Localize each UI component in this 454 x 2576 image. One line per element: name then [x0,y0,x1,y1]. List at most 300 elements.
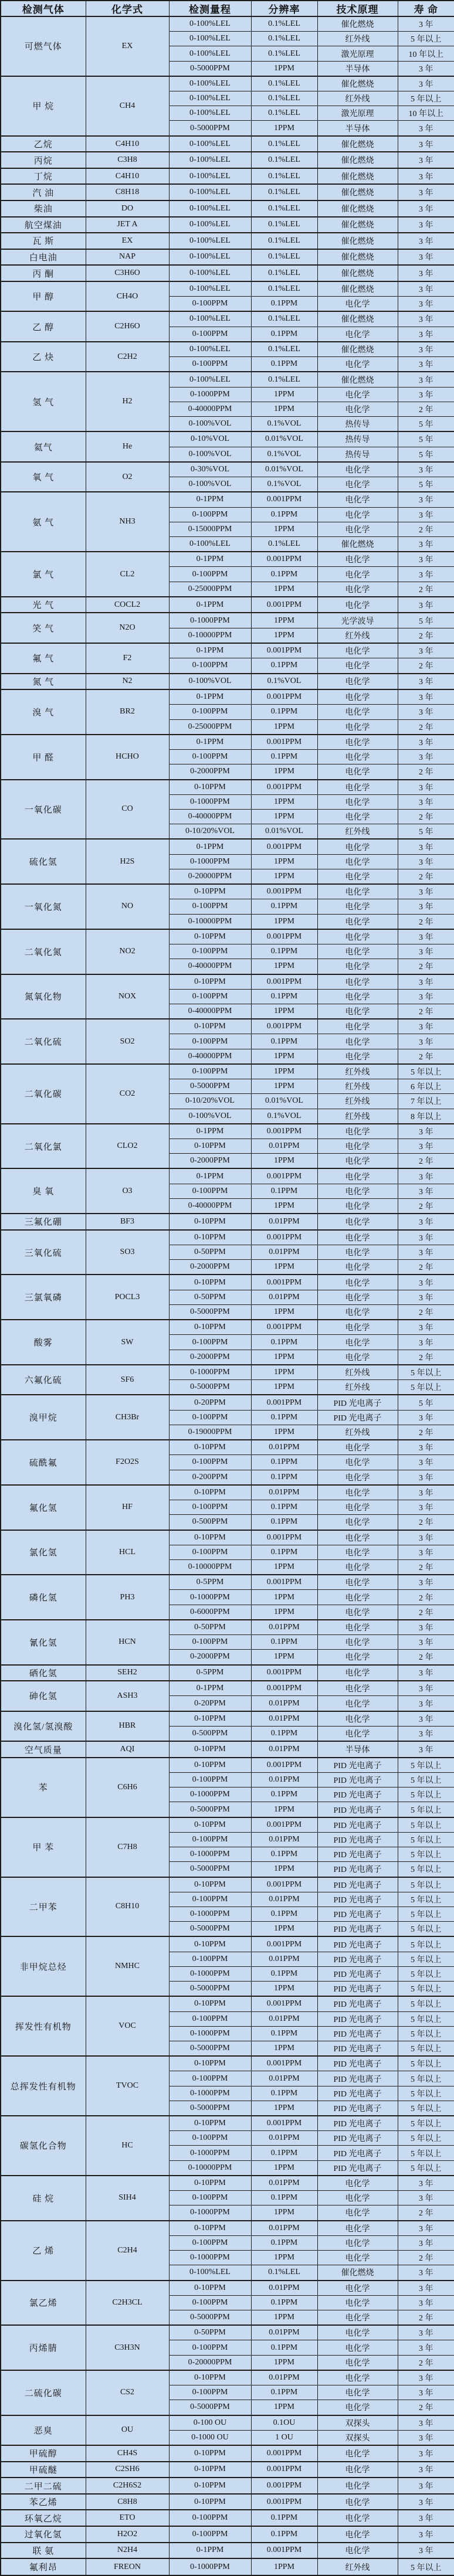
principle-cell: 电化学 [317,477,398,492]
principle-cell: 红外线 [317,824,398,840]
resolution-cell: 0.001PPM [251,1758,317,1773]
principle-cell: 电化学 [317,1198,398,1214]
lifespan-cell: 5 年 [398,417,454,432]
principle-cell: 电化学 [317,689,398,705]
gas-name-cell: 氯乙烯 [1,2281,86,2326]
principle-cell: PID 光电离子 [317,1787,398,1802]
resolution-cell: 1PPM [251,2101,317,2116]
resolution-cell: 0.1%LEL [251,281,317,297]
principle-cell: 电化学 [317,2543,398,2559]
principle-cell: 红外线 [317,32,398,46]
resolution-cell: 1PPM [251,1982,317,1997]
resolution-cell: 1PPM [251,869,317,884]
lifespan-cell: 5 年以上 [398,1936,454,1952]
resolution-cell: 0.001PPM [251,1019,317,1034]
formula-cell: AQI [86,1741,169,1758]
formula-cell: ASH3 [86,1681,169,1711]
resolution-cell: 1PPM [251,1004,317,1019]
resolution-cell: 0.001PPM [251,1124,317,1139]
range-cell: 0-100PPM [169,1335,251,1350]
formula-cell: CL2 [86,552,169,597]
formula-cell: H2 [86,372,169,431]
range-cell: 0-100%LEL [169,2265,251,2281]
resolution-cell: 0.1%LEL [251,76,317,91]
lifespan-cell: 10 年以上 [398,106,454,121]
principle-cell: 电化学 [317,567,398,582]
table-row [1,200,454,217]
resolution-cell: 0.1PPM [251,1335,317,1350]
range-cell: 0-1000PPM [169,2558,251,2575]
resolution-cell: 1PPM [251,1605,317,1620]
lifespan-cell: 5 年以上 [398,2041,454,2056]
resolution-cell: 0.1%LEL [251,91,317,106]
range-cell: 0-10000PPM [169,2160,251,2176]
resolution-cell: 0.1PPM [251,1500,317,1515]
resolution-cell: 0.1%VOL [251,674,317,690]
formula-cell: TVOC [86,2056,169,2116]
range-cell: 0-5000PPM [169,61,251,76]
principle-cell: 电化学 [317,929,398,944]
principle-cell: 电化学 [317,1184,398,1198]
principle-cell: 双探头 [317,2415,398,2431]
range-cell: 0-100PPM [169,1455,251,1470]
resolution-cell: 0.1PPM [251,705,317,719]
resolution-cell: 0.1%LEL [251,32,317,46]
lifespan-cell: 2 年 [398,809,454,824]
gas-name-cell: 二氧化氯 [1,1124,86,1169]
resolution-cell: 0.1PPM [251,1515,317,1530]
lifespan-cell: 3 年 [398,2526,454,2543]
range-cell: 0-5000PPM [169,2310,251,2325]
principle-cell: 电化学 [317,1726,398,1741]
range-cell: 0-1000PPM [169,387,251,402]
resolution-cell: 0.1PPM [251,2510,317,2526]
gas-name-cell: 甲硫醚 [1,2462,86,2478]
table-row [1,643,454,658]
lifespan-cell: 5 年以上 [398,1380,454,1395]
resolution-cell: 0.001PPM [251,2462,317,2478]
principle-cell: 电化学 [317,1590,398,1605]
lifespan-cell: 3 年 [398,974,454,990]
formula-cell: CO [86,780,169,840]
principle-cell: 电化学 [317,492,398,507]
resolution-cell: 1PPM [251,1064,317,1079]
principle-cell: 催化燃烧 [317,342,398,357]
lifespan-cell: 2 年 [398,2251,454,2265]
resolution-cell: 1PPM [251,1049,317,1064]
range-cell: 0-5000PPM [169,1304,251,1320]
principle-cell: 电化学 [317,1004,398,1019]
range-cell: 0-1000PPM [169,2146,251,2160]
range-cell: 0-40000PPM [169,959,251,974]
range-cell: 0-100PPM [169,2340,251,2355]
principle-cell: 电化学 [317,2445,398,2462]
range-cell: 0-100PPM [169,2510,251,2526]
lifespan-cell: 3 年 [398,311,454,327]
principle-cell: 电化学 [317,402,398,416]
gas-name-cell: 砷化氢 [1,1681,86,1711]
range-cell: 0-10PPM [169,1711,251,1727]
resolution-cell: 0.001PPM [251,643,317,658]
gas-name-cell: 溴化氢/氢溴酸 [1,1711,86,1742]
principle-cell: 电化学 [317,944,398,959]
gas-name-cell: 瓦 斯 [1,233,86,249]
principle-cell: 红外线 [317,1425,398,1440]
principle-cell: 电化学 [317,959,398,974]
gas-name-cell: 二氧化氮 [1,929,86,974]
gas-name-cell: 乙 烯 [1,2221,86,2281]
principle-cell: 电化学 [317,2510,398,2526]
lifespan-cell: 3 年 [398,2176,454,2191]
range-cell: 0-1000PPM [169,1590,251,1605]
principle-cell: 电化学 [317,1440,398,1455]
principle-cell: 电化学 [317,2400,398,2415]
lifespan-cell: 3 年 [398,794,454,809]
range-cell: 0-100%LEL [169,168,251,185]
lifespan-cell: 3 年 [398,327,454,342]
table-body [1,16,454,2575]
lifespan-cell: 3 年 [398,2340,454,2355]
gas-name-cell: 磷化氢 [1,1575,86,1620]
resolution-cell: 0.001PPM [251,1320,317,1335]
table-row [1,1996,454,2011]
resolution-cell: 0.1PPM [251,2385,317,2400]
table-row [1,1230,454,1245]
principle-cell: 电化学 [317,1620,398,1635]
range-cell: 0-100PPM [169,357,251,372]
range-cell: 0-20PPM [169,1696,251,1711]
table-row [1,2221,454,2236]
resolution-cell: 0.001PPM [251,1877,317,1892]
principle-cell: PID 光电离子 [317,1982,398,1997]
principle-cell: 电化学 [317,1605,398,1620]
lifespan-cell: 2 年 [398,1049,454,1064]
principle-cell: 电化学 [317,1230,398,1245]
table-row [1,1064,454,1079]
range-cell: 0-10PPM [169,1440,251,1455]
lifespan-cell: 5 年以上 [398,1832,454,1847]
resolution-cell: 1PPM [251,61,317,76]
principle-cell: 热传导 [317,431,398,447]
lifespan-cell: 2 年 [398,1590,454,1605]
gas-name-cell: 溴 气 [1,689,86,735]
principle-cell: 电化学 [317,735,398,750]
resolution-cell: 0.001PPM [251,1575,317,1590]
resolution-cell: 0.1%LEL [251,217,317,233]
principle-cell: 电化学 [317,2370,398,2385]
lifespan-cell: 5 年以上 [398,32,454,46]
resolution-cell: 1PPM [251,1154,317,1169]
principle-cell: 电化学 [317,1049,398,1064]
table-row [1,431,454,447]
formula-cell: C3H3N [86,2325,169,2370]
range-cell: 0-10PPM [169,1758,251,1773]
principle-cell: 电化学 [317,2205,398,2221]
range-cell: 0-5PPM [169,1575,251,1590]
resolution-cell: 1PPM [251,2041,317,2056]
lifespan-cell: 3 年 [398,839,454,854]
principle-cell: PID 光电离子 [317,1996,398,2011]
principle-cell: 电化学 [317,1575,398,1590]
lifespan-cell: 8 年以上 [398,1109,454,1124]
lifespan-cell: 5 年 [398,447,454,462]
gas-name-cell: 甲 醇 [1,281,86,312]
range-cell: 0-100%LEL [169,91,251,106]
range-cell: 0-6000PPM [169,1605,251,1620]
lifespan-cell: 3 年 [398,136,454,152]
lifespan-cell: 2 年 [398,1260,454,1275]
principle-cell: 电化学 [317,884,398,899]
lifespan-cell: 3 年 [398,2430,454,2445]
lifespan-cell: 3 年 [398,735,454,750]
principle-cell: 热传导 [317,447,398,462]
resolution-cell: 0.1%LEL [251,372,317,387]
lifespan-cell: 3 年 [398,2295,454,2310]
lifespan-cell: 3 年 [398,76,454,91]
range-cell: 0-100PPM [169,1952,251,1966]
lifespan-cell: 3 年 [398,1665,454,1681]
table-row [1,372,454,387]
gas-name-cell: 航空煤油 [1,217,86,233]
principle-cell: PID 光电离子 [317,1410,398,1425]
resolution-cell: 1PPM [251,2355,317,2370]
principle-cell: PID 光电离子 [317,1773,398,1787]
lifespan-cell: 3 年 [398,372,454,387]
lifespan-cell: 5 年以上 [398,2146,454,2160]
resolution-cell: 0.1PPM [251,944,317,959]
gas-name-cell: 甲 醛 [1,735,86,780]
principle-cell: PID 光电离子 [317,1802,398,1817]
resolution-cell: 0.1PPM [251,2295,317,2310]
lifespan-cell: 3 年 [398,152,454,168]
lifespan-cell: 3 年 [398,567,454,582]
lifespan-cell: 3 年 [398,233,454,249]
range-cell: 0-100PPM [169,989,251,1004]
range-cell: 0-1000 OU [169,2430,251,2445]
resolution-cell: 0.001PPM [251,839,317,854]
resolution-cell: 0.001PPM [251,780,317,795]
formula-cell: NH3 [86,492,169,552]
range-cell: 0-100PPM [169,2131,251,2146]
resolution-cell: 1PPM [251,1079,317,1094]
resolution-cell: 0.1PPM [251,2526,317,2543]
principle-cell: 电化学 [317,1304,398,1320]
range-cell: 0-10PPM [169,2221,251,2236]
gas-name-cell: 空气质量 [1,1741,86,1758]
gas-name-cell: 白电油 [1,249,86,266]
range-cell: 0-20PPM [169,1395,251,1410]
principle-cell: 电化学 [317,2340,398,2355]
formula-cell: CS2 [86,2370,169,2415]
table-row [1,674,454,690]
formula-cell: HCHO [86,735,169,780]
lifespan-cell: 5 年以上 [398,1064,454,1079]
range-cell: 0-10PPM [169,1275,251,1290]
principle-cell: 催化燃烧 [317,136,398,152]
lifespan-cell: 3 年 [398,854,454,869]
table-row [1,2543,454,2559]
principle-cell: 电化学 [317,327,398,342]
resolution-cell: 1PPM [251,387,317,402]
principle-cell: 电化学 [317,1168,398,1184]
range-cell: 0-100PPM [169,297,251,312]
gas-name-cell: 氮氧化物 [1,974,86,1019]
principle-cell: 电化学 [317,1154,398,1169]
resolution-cell: 0.1PPM [251,1034,317,1049]
resolution-cell: 0.001PPM [251,2445,317,2462]
principle-cell: 电化学 [317,809,398,824]
table-row [1,974,454,990]
resolution-cell: 0.001PPM [251,1168,317,1184]
table-row [1,152,454,168]
resolution-cell: 0.001PPM [251,1996,317,2011]
range-cell: 0-100%LEL [169,281,251,297]
lifespan-cell: 3 年 [398,674,454,690]
range-cell: 0-1000PPM [169,2086,251,2101]
lifespan-cell: 3 年 [398,61,454,76]
range-cell: 0-50PPM [169,1245,251,1260]
lifespan-cell: 5 年以上 [398,1773,454,1787]
principle-cell: 电化学 [317,2176,398,2191]
resolution-cell: 1 OU [251,2430,317,2445]
principle-cell: 电化学 [317,1260,398,1275]
resolution-cell: 0.01PPM [251,1214,317,1230]
range-cell: 0-100%VOL [169,447,251,462]
lifespan-cell: 3 年 [398,297,454,312]
gas-name-cell: 柴油 [1,200,86,217]
lifespan-cell: 5 年以上 [398,2026,454,2041]
table-row [1,16,454,32]
principle-cell: 电化学 [317,357,398,372]
principle-cell: 电化学 [317,1500,398,1515]
formula-cell: C2H6S2 [86,2478,169,2494]
range-cell: 0-1000PPM [169,613,251,628]
resolution-cell: 0.001PPM [251,1275,317,1290]
formula-cell: NO [86,884,169,929]
gas-name-cell: 氟 气 [1,643,86,674]
table-row [1,884,454,899]
table-row [1,2370,454,2385]
resolution-cell: 0.01PPM [251,2011,317,2026]
resolution-cell: 0.1PPM [251,1787,317,1802]
principle-cell: 电化学 [317,1470,398,1485]
range-cell: 0-5000PPM [169,2101,251,2116]
principle-cell: PID 光电离子 [317,1877,398,1892]
lifespan-cell: 5 年以上 [398,1817,454,1833]
range-cell: 0-100PPM [169,1635,251,1650]
table-row [1,1877,454,1892]
principle-cell: 激光原理 [317,46,398,61]
principle-cell: 催化燃烧 [317,536,398,552]
lifespan-cell: 3 年 [398,1726,454,1741]
principle-cell: 电化学 [317,2191,398,2205]
table-row [1,735,454,750]
range-cell: 0-5000PPM [169,121,251,136]
gas-name-cell: 三氧化硫 [1,1230,86,1275]
lifespan-cell: 3 年 [398,1410,454,1425]
resolution-cell: 0.1%LEL [251,16,317,32]
resolution-cell: 0.01PPM [251,1832,317,1847]
table-row [1,2462,454,2478]
principle-cell: PID 光电离子 [317,2116,398,2131]
lifespan-cell: 5 年以上 [398,2131,454,2146]
resolution-cell: 1PPM [251,121,317,136]
lifespan-cell: 3 年 [398,1275,454,1290]
principle-cell: 电化学 [317,1485,398,1500]
gas-name-cell: 溴甲烷 [1,1395,86,1440]
range-cell: 0-1PPM [169,1681,251,1696]
principle-cell: 电化学 [317,522,398,536]
principle-cell: 电化学 [317,1665,398,1681]
table-row [1,1440,454,1455]
formula-cell: NOX [86,974,169,1019]
resolution-cell: 0.1PPM [251,1470,317,1485]
table-row [1,1365,454,1380]
table-row [1,462,454,477]
lifespan-cell: 3 年 [398,200,454,217]
formula-cell: SW [86,1320,169,1365]
table-row [1,168,454,185]
table-row [1,1681,454,1696]
resolution-cell: 0.1%VOL [251,447,317,462]
table-row [1,613,454,628]
resolution-cell: 0.001PPM [251,735,317,750]
table-row [1,1485,454,1500]
lifespan-cell: 5 年以上 [398,1922,454,1937]
principle-cell: PID 光电离子 [317,1952,398,1966]
principle-cell: 红外线 [317,1365,398,1380]
resolution-cell: 0.1PPM [251,989,317,1004]
lifespan-cell: 3 年 [398,121,454,136]
range-cell: 0-100%LEL [169,217,251,233]
gas-name-cell: 苯 [1,1758,86,1817]
resolution-cell: 1PPM [251,2400,317,2415]
resolution-cell: 0.1PPM [251,507,317,522]
formula-cell: N2O [86,613,169,643]
table-row [1,1019,454,1034]
range-cell: 0-10PPM [169,2494,251,2510]
resolution-cell: 0.1PPM [251,2235,317,2250]
range-cell: 0-10PPM [169,2445,251,2462]
table-row [1,342,454,357]
principle-cell: 催化燃烧 [317,184,398,200]
principle-cell: 电化学 [317,2281,398,2296]
resolution-cell: 0.01PPM [251,1952,317,1966]
table-row [1,2558,454,2575]
gas-name-cell: 甲 苯 [1,1817,86,1877]
resolution-cell: 0.1%VOL [251,477,317,492]
resolution-cell: 0.1%LEL [251,168,317,185]
range-cell: 0-10/20%VOL [169,824,251,840]
resolution-cell: 1PPM [251,1350,317,1365]
principle-cell: 电化学 [317,780,398,795]
resolution-cell: 0.1%LEL [251,311,317,327]
lifespan-cell: 2 年 [398,1004,454,1019]
range-cell: 0-100PPM [169,1500,251,1515]
formula-cell: C4H10 [86,168,169,185]
resolution-cell: 0.1%LEL [251,265,317,281]
lifespan-cell: 3 年 [398,492,454,507]
lifespan-cell: 3 年 [398,1019,454,1034]
resolution-cell: 0.1%VOL [251,1109,317,1124]
lifespan-cell: 2 年 [398,2310,454,2325]
lifespan-cell: 3 年 [398,899,454,914]
table-row [1,1711,454,1727]
principle-cell: 电化学 [317,2325,398,2340]
lifespan-cell: 3 年 [398,2494,454,2510]
table-row [1,1530,454,1545]
lifespan-cell: 3 年 [398,281,454,297]
